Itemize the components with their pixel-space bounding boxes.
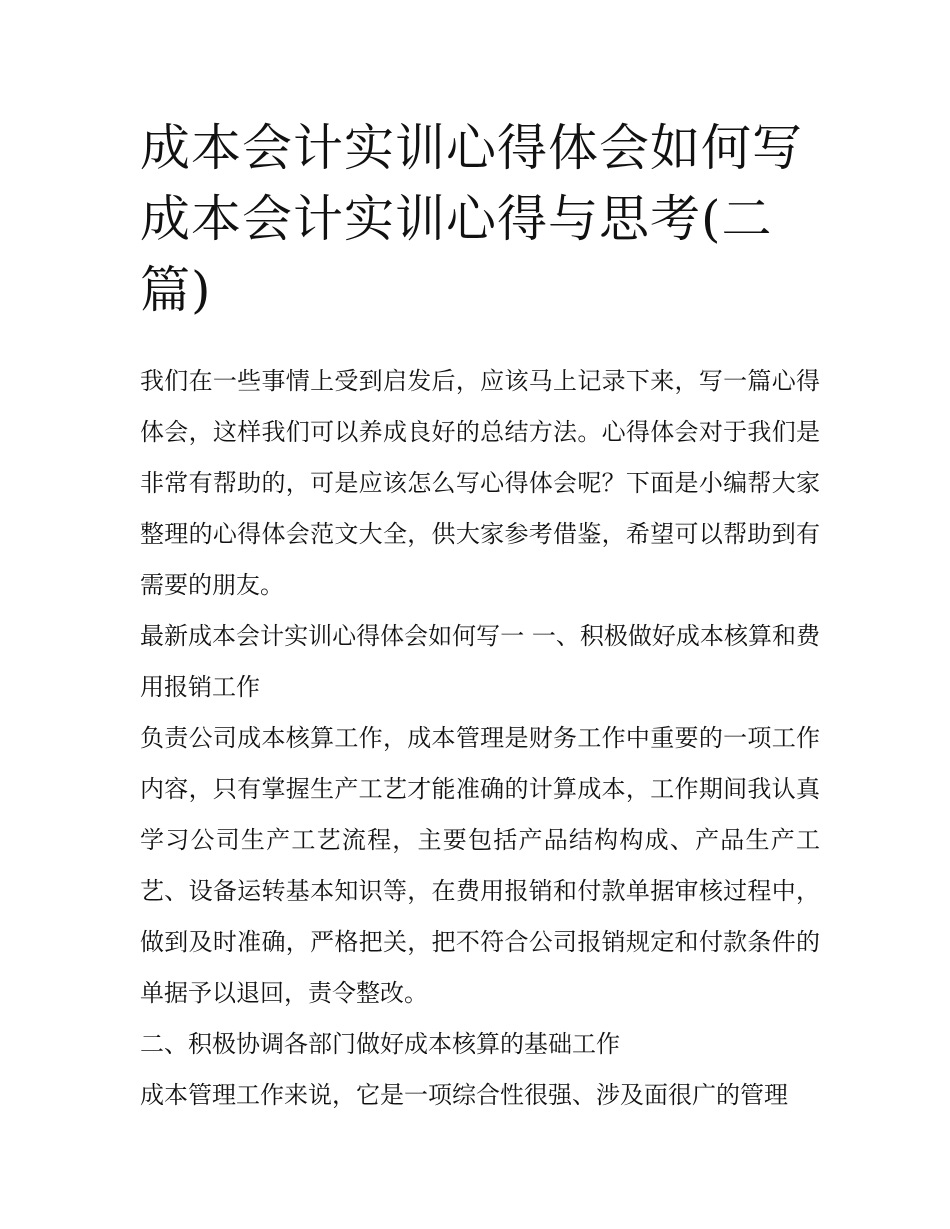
section-heading-1: 最新成本会计实训心得体会如何写一 一、积极做好成本核算和费用报销工作: [140, 622, 820, 701]
body-paragraph-1: 负责公司成本核算工作，成本管理是财务工作中重要的一项工作内容，只有掌握生产工艺才能准确的计算成本，工作期间我认真学习公司生产工艺流程，主要包括产品结构构成、产品生产工艺、设备运转基本知识等，在费用报销和付款单据审核过程中，做到及时准确，严格把关，把不符合公司报销规定和付款条件的单据予以退回，责令整改。: [140, 724, 820, 1007]
document-title: 成本会计实训心得体会如何写 成本会计实训心得与思考(二篇): [140, 119, 803, 319]
body-paragraph-2: 成本管理工作来说，它是一项综合性很强、涉及面很广的管理: [140, 1081, 788, 1109]
intro-paragraph: 我们在一些事情上受到启发后，应该马上记录下来，写一篇心得体会，这样我们可以养成良好的总结方法。心得体会对于我们是非常有帮助的，可是应该怎么写心得体会呢？下面是小编帮大家整理的心得体会范文大全，供大家参考借鉴，希望可以帮助到有需要的朋友。: [140, 367, 820, 599]
section-heading-2: 二、积极协调各部门做好成本核算的基础工作: [140, 1030, 620, 1058]
document-body: [140, 356, 820, 1121]
